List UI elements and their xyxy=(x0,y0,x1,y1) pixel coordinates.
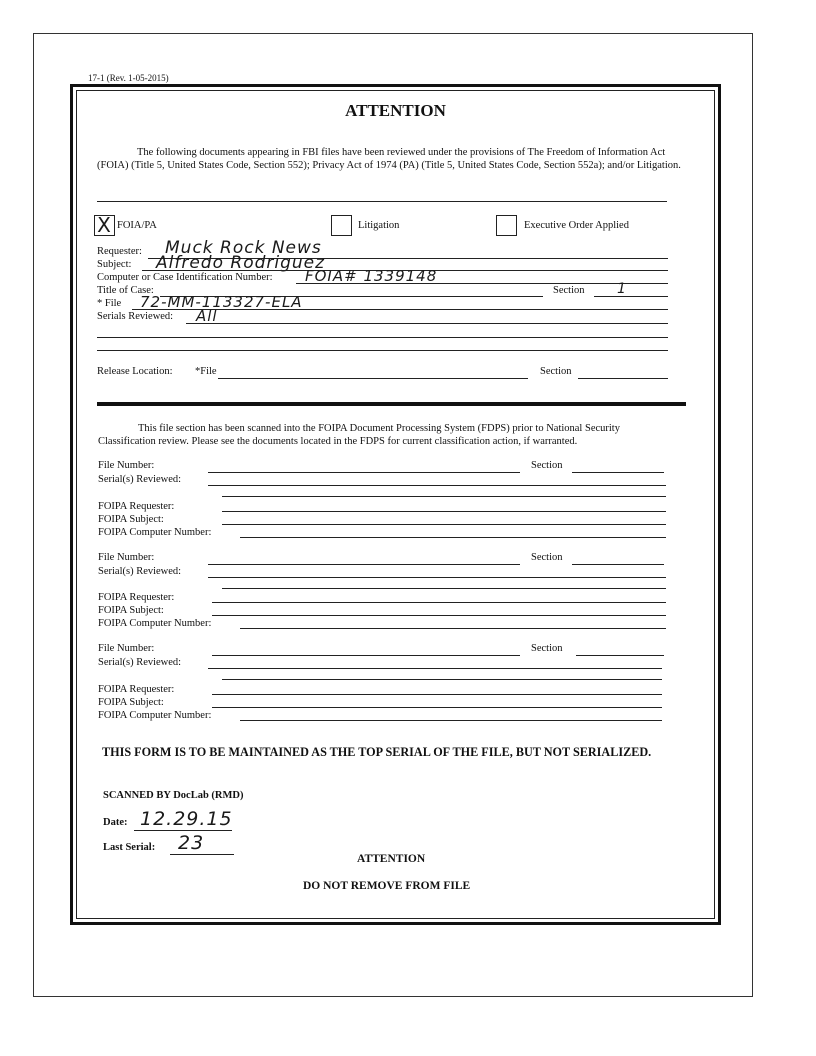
page-title: ATTENTION xyxy=(345,101,446,120)
blank-line xyxy=(222,588,666,589)
serials-reviewed-line xyxy=(208,485,666,486)
case-id-line xyxy=(296,283,668,284)
subject-value: Alfredo Rodriguez xyxy=(156,253,326,273)
block-section-label: Section xyxy=(531,460,563,471)
section-label: Section xyxy=(553,285,585,296)
foipa-subject-line xyxy=(222,524,666,525)
release-file-line xyxy=(218,378,528,379)
foipa-requester-line xyxy=(212,602,666,603)
release-file-label: *File xyxy=(195,366,217,377)
foipa-computer-number-label: FOIPA Computer Number: xyxy=(98,618,212,629)
foipa-computer-number-label: FOIPA Computer Number: xyxy=(98,710,212,721)
date-value: 12.29.15 xyxy=(140,808,233,830)
date-label: Date: xyxy=(103,817,128,828)
foipa-subject-line xyxy=(212,615,666,616)
section-line xyxy=(594,296,668,297)
file-number-label: File Number: xyxy=(98,460,155,471)
block-section-label: Section xyxy=(531,643,563,654)
last-serial-line xyxy=(170,854,234,855)
divider xyxy=(97,201,667,202)
serials-line xyxy=(186,323,668,324)
foia-pa-label: FOIA/PA xyxy=(117,220,157,231)
foipa-requester-label: FOIPA Requester: xyxy=(98,501,175,512)
block-section-label: Section xyxy=(531,552,563,563)
footer-attention: ATTENTION xyxy=(357,853,426,865)
file-value: 72-MM-113327-ELA xyxy=(140,293,303,311)
litigation-label: Litigation xyxy=(358,220,400,231)
foipa-computer-number-line xyxy=(240,720,662,721)
maintain-notice: THIS FORM IS TO BE MAINTAINED AS THE TOP SERIAL OF THE FILE, BUT NOT SERIALIZED. xyxy=(102,745,652,759)
serials-reviewed-label: Serial(s) Reviewed: xyxy=(98,474,182,485)
foipa-computer-number-line xyxy=(240,628,666,629)
x-mark: X xyxy=(97,213,112,237)
case-id-value: FOIA# 1339148 xyxy=(305,267,438,285)
file-number-line xyxy=(212,655,520,656)
file-number-line xyxy=(208,564,520,565)
foipa-requester-label: FOIPA Requester: xyxy=(98,684,175,695)
foipa-subject-label: FOIPA Subject: xyxy=(98,514,164,525)
last-serial-label: Last Serial: xyxy=(103,842,156,853)
case-id-label: Computer or Case Identification Number: xyxy=(97,272,273,283)
form-code: 17-1 (Rev. 1-05-2015) xyxy=(88,73,169,83)
serials-reviewed-label: Serial(s) Reviewed: xyxy=(98,566,182,577)
blank-line-2 xyxy=(97,350,668,351)
foipa-requester-line xyxy=(222,511,666,512)
foipa-requester-line xyxy=(212,694,662,695)
serials-reviewed-line xyxy=(208,668,662,669)
release-location-label: Release Location: xyxy=(97,366,173,377)
executive-order-checkbox[interactable] xyxy=(496,215,517,236)
foipa-subject-line xyxy=(212,707,662,708)
foia-pa-checkbox[interactable] xyxy=(94,215,115,236)
foipa-subject-label: FOIPA Subject: xyxy=(98,697,164,708)
subject-label: Subject: xyxy=(97,259,132,270)
block-section-line xyxy=(576,655,664,656)
foipa-subject-label: FOIPA Subject: xyxy=(98,605,164,616)
executive-order-label: Executive Order Applied xyxy=(524,220,629,231)
scanned-by: SCANNED BY DocLab (RMD) xyxy=(103,790,244,801)
release-section-label: Section xyxy=(540,366,572,377)
serials-reviewed-line xyxy=(208,577,666,578)
footer-do-not-remove: DO NOT REMOVE FROM FILE xyxy=(303,880,471,892)
title-of-case-label: Title of Case: xyxy=(97,285,154,296)
file-number-line xyxy=(208,472,520,473)
foipa-computer-number-label: FOIPA Computer Number: xyxy=(98,527,212,538)
block-section-line xyxy=(572,472,664,473)
requester-label: Requester: xyxy=(97,246,142,257)
foipa-requester-label: FOIPA Requester: xyxy=(98,592,175,603)
block-section-line xyxy=(572,564,664,565)
release-section-line xyxy=(578,378,668,379)
serials-reviewed-label: Serial(s) Reviewed: xyxy=(98,657,182,668)
serials-reviewed-label: Serials Reviewed: xyxy=(97,311,174,322)
serials-reviewed-value: All xyxy=(196,307,218,325)
date-line xyxy=(134,830,232,831)
file-label: * File xyxy=(97,298,122,309)
requester-value: Muck Rock News xyxy=(165,238,322,258)
litigation-checkbox[interactable] xyxy=(331,215,352,236)
section-value: 1 xyxy=(617,281,627,297)
section-separator xyxy=(97,402,686,406)
fdps-notice: This file section has been scanned into the FOIPA Document Processing System (FDPS) prior to National Security Classification review. Please see the documents located in the FDPS for current classification action, if warranted. xyxy=(98,423,620,447)
file-number-label: File Number: xyxy=(98,643,155,654)
blank-line-1 xyxy=(97,337,668,338)
blank-line xyxy=(222,679,662,680)
foipa-computer-number-line xyxy=(240,537,666,538)
blank-line xyxy=(222,496,666,497)
file-number-label: File Number: xyxy=(98,552,155,563)
last-serial-value: 23 xyxy=(178,832,205,854)
intro-paragraph: The following documents appearing in FBI files have been reviewed under the provisions of The Freedom of Information Act (FOIA) (Title 5, United States Code, Section 552); Privacy Act of 1974 (PA) (Title 5, United States Code, Section 552a); and/or Litigation. xyxy=(97,147,681,171)
